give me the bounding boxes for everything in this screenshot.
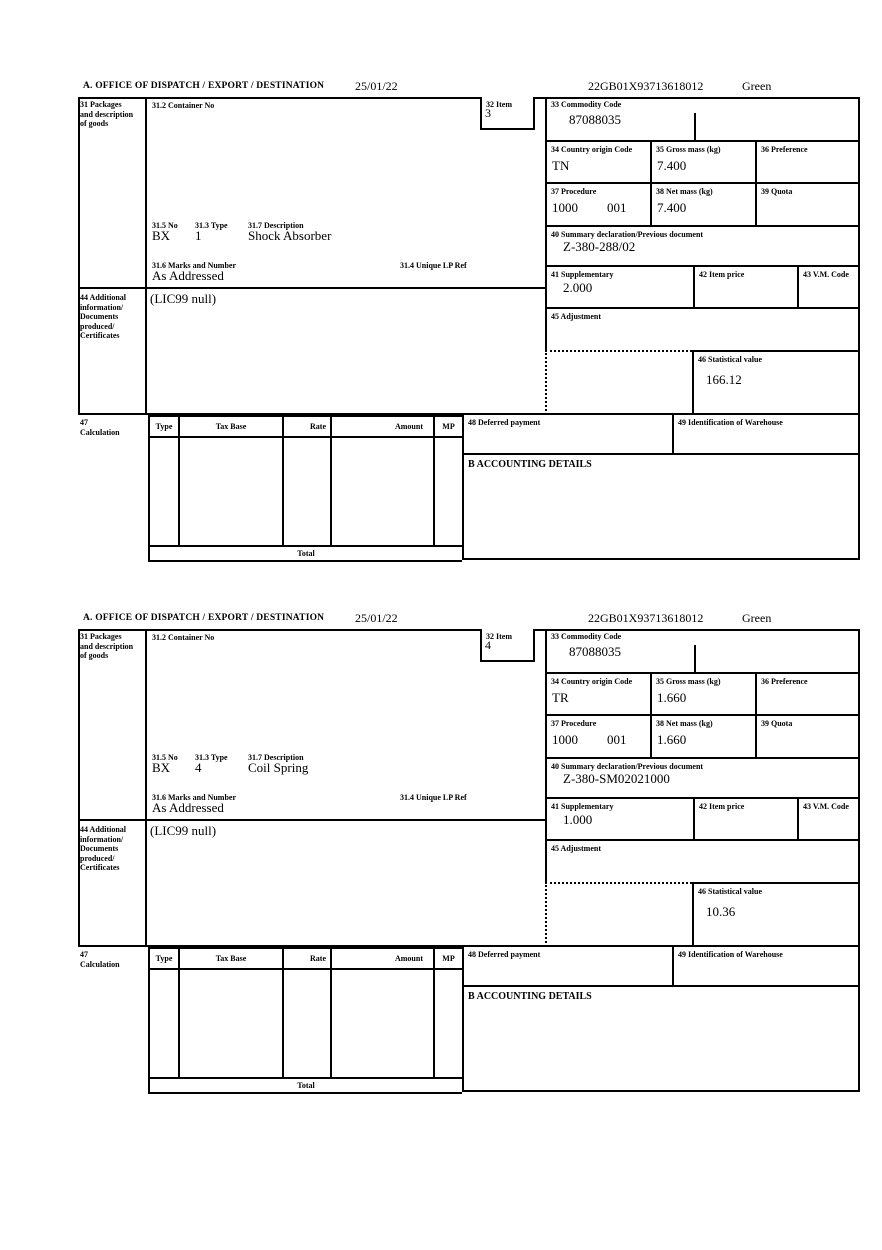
box32-item <box>480 629 535 662</box>
calc-header-amount: Amount <box>330 947 433 970</box>
net-mass-value: 7.400 <box>657 200 687 215</box>
office-of-dispatch-label: A. OFFICE OF DISPATCH / EXPORT / DESTINATION <box>83 81 325 91</box>
statistical-dotted-area <box>545 882 692 947</box>
box33-label: 33 Commodity Code <box>551 100 622 109</box>
box40-label: 40 Summary declaration/Previous document <box>551 230 704 239</box>
supplementary-units-value: 2.000 <box>563 280 593 295</box>
box39-label: 39 Quota <box>761 719 793 728</box>
box38-label: 38 Net mass (kg) <box>656 719 713 728</box>
commodity-code-value: 87088035 <box>569 112 621 127</box>
calc-header-mp: MP <box>433 415 462 438</box>
box31-5-no-label: 31.5 No <box>152 221 178 230</box>
calc-header-tax-base: Tax Base <box>178 415 282 438</box>
package-code-value: BX <box>152 760 171 775</box>
box48-deferred-payment <box>462 415 672 455</box>
declaration-item-section-2 <box>0 607 882 1107</box>
box46-label: 46 Statistical value <box>698 355 762 364</box>
commodity-code-value: 87088035 <box>569 644 621 659</box>
box40-summary-declaration <box>545 757 860 797</box>
statistical-value: 10.36 <box>706 904 736 919</box>
accounting-details-label: B ACCOUNTING DETAILS <box>468 991 592 1002</box>
calc-cell-mp <box>433 438 462 545</box>
accounting-details-label: B ACCOUNTING DETAILS <box>468 459 592 470</box>
box48-label: 48 Deferred payment <box>468 418 541 427</box>
box45-adjustment <box>545 839 860 882</box>
box40-label: 40 Summary declaration/Previous document <box>551 762 704 771</box>
box41-label: 41 Supplementary <box>551 270 614 279</box>
box31-packages-label: 31 Packages and description of goods <box>80 632 134 660</box>
package-count-value: 4 <box>195 760 202 775</box>
box32-item-label: 32 Item <box>486 100 512 109</box>
box44-additional-info-area <box>145 819 545 947</box>
box40-summary-declaration <box>545 225 860 265</box>
statistical-value: 166.12 <box>706 372 742 387</box>
additional-information-value: (LIC99 null) <box>150 291 217 306</box>
calc-cell-tax-base <box>178 970 282 1077</box>
box46-statistical-value <box>692 350 860 415</box>
box31-2-container-no-label: 31.2 Container No <box>152 101 215 110</box>
box42-item-price <box>693 265 797 307</box>
calc-cell-rate <box>282 438 330 545</box>
calc-cell-amount <box>330 438 433 545</box>
calc-total-row: Total <box>148 545 462 562</box>
box34-country-origin <box>545 140 650 182</box>
box37-label: 37 Procedure <box>551 187 597 196</box>
supplementary-units-value: 1.000 <box>563 812 593 827</box>
box43-label: 43 V.M. Code <box>803 270 849 279</box>
item-number-value: 3 <box>485 106 491 120</box>
box46-statistical-value <box>692 882 860 947</box>
declaration-reference: 22GB01X93713618012 <box>588 611 704 625</box>
box35-gross-mass <box>650 672 755 714</box>
declaration-date: 25/01/22 <box>355 611 398 625</box>
box41-label: 41 Supplementary <box>551 802 614 811</box>
box45-adjustment <box>545 307 860 350</box>
box31-5-no-label: 31.5 No <box>152 753 178 762</box>
statistical-dotted-area <box>545 350 692 415</box>
box46-label: 46 Statistical value <box>698 887 762 896</box>
box43-label: 43 V.M. Code <box>803 802 849 811</box>
box44-additional-info-label: 44 Additional information/ Documents produced/ Certificates <box>78 287 145 415</box>
procedure-value: 1000 <box>552 200 578 215</box>
box31-3-type-label: 31.3 Type <box>195 753 228 762</box>
box39-quota <box>755 182 860 225</box>
box39-quota <box>755 714 860 757</box>
box37-label: 37 Procedure <box>551 719 597 728</box>
box41-supplementary <box>545 265 693 307</box>
net-mass-value: 1.660 <box>657 732 687 747</box>
box31-3-type-label: 31.3 Type <box>195 221 228 230</box>
box33-label: 33 Commodity Code <box>551 632 622 641</box>
box35-gross-mass <box>650 140 755 182</box>
calc-header-amount: Amount <box>330 415 433 438</box>
declaration-item-section-1 <box>0 75 882 575</box>
box43-vm-code <box>797 265 860 307</box>
previous-document-value: Z-380-288/02 <box>563 239 636 254</box>
declaration-reference: 22GB01X93713618012 <box>588 79 704 93</box>
box44-additional-info-label: 44 Additional information/ Documents produced/ Certificates <box>78 819 145 947</box>
procedure-qualifier-value: 001 <box>607 732 627 747</box>
box31-packages-label: 31 Packages and description of goods <box>80 100 134 128</box>
procedure-value: 1000 <box>552 732 578 747</box>
box34-country-origin <box>545 672 650 714</box>
declaration-date: 25/01/22 <box>355 79 398 93</box>
box31-7-description-label: 31.7 Description <box>248 221 304 230</box>
country-origin-value: TN <box>552 158 570 173</box>
calc-cell-type <box>148 970 178 1077</box>
box31-6-marks-label: 31.6 Marks and Number <box>152 261 237 270</box>
box33-commodity-code <box>545 97 860 140</box>
box38-net-mass <box>650 182 755 225</box>
calc-cell-mp <box>433 970 462 1077</box>
box49-label: 49 Identification of Warehouse <box>678 418 783 427</box>
routing-channel: Green <box>742 79 772 93</box>
box31-7-description-label: 31.7 Description <box>248 753 304 762</box>
box31-4-unique-lp-ref-label: 31.4 Unique LP Ref <box>400 793 467 802</box>
box36-label: 36 Preference <box>761 145 808 154</box>
box48-deferred-payment <box>462 947 672 987</box>
calc-cell-type <box>148 438 178 545</box>
calc-cell-amount <box>330 970 433 1077</box>
box44-additional-info-area <box>145 287 545 415</box>
box47-calculation-label: 47 Calculation <box>80 950 120 969</box>
box49-warehouse-id <box>672 947 860 987</box>
box42-label: 42 Item price <box>699 802 745 811</box>
calc-header-rate: Rate <box>282 415 330 438</box>
calc-header-type: Type <box>148 947 178 970</box>
commodity-code-divider <box>694 645 696 672</box>
box31-4-unique-lp-ref-label: 31.4 Unique LP Ref <box>400 261 467 270</box>
box39-label: 39 Quota <box>761 187 793 196</box>
routing-channel: Green <box>742 611 772 625</box>
box42-item-price <box>693 797 797 839</box>
calc-header-tax-base: Tax Base <box>178 947 282 970</box>
box31-6-marks-label: 31.6 Marks and Number <box>152 793 237 802</box>
box31-2-container-no-label: 31.2 Container No <box>152 633 215 642</box>
office-of-dispatch-label: A. OFFICE OF DISPATCH / EXPORT / DESTINATION <box>83 613 325 623</box>
marks-and-number-value: As Addressed <box>152 268 224 283</box>
box49-warehouse-id <box>672 415 860 455</box>
item-number-value: 4 <box>485 638 491 652</box>
goods-description-value: Coil Spring <box>248 760 309 775</box>
calc-header-mp: MP <box>433 947 462 970</box>
accounting-details-box <box>462 987 860 1092</box>
box38-label: 38 Net mass (kg) <box>656 187 713 196</box>
calc-header-rate: Rate <box>282 947 330 970</box>
previous-document-value: Z-380-SM02021000 <box>563 771 670 786</box>
box37-procedure <box>545 714 650 757</box>
box45-label: 45 Adjustment <box>551 312 602 321</box>
marks-and-number-value: As Addressed <box>152 800 224 815</box>
box35-label: 35 Gross mass (kg) <box>656 677 721 686</box>
box34-label: 34 Country origin Code <box>551 677 633 686</box>
box35-label: 35 Gross mass (kg) <box>656 145 721 154</box>
box49-label: 49 Identification of Warehouse <box>678 950 783 959</box>
calc-header-type: Type <box>148 415 178 438</box>
box48-label: 48 Deferred payment <box>468 950 541 959</box>
calc-total-row: Total <box>148 1077 462 1094</box>
box36-preference <box>755 672 860 714</box>
box47-calculation-label: 47 Calculation <box>80 418 120 437</box>
box32-item-label: 32 Item <box>486 632 512 641</box>
commodity-code-divider <box>694 113 696 140</box>
package-count-value: 1 <box>195 228 202 243</box>
calc-cell-tax-base <box>178 438 282 545</box>
box36-preference <box>755 140 860 182</box>
box36-label: 36 Preference <box>761 677 808 686</box>
calc-cell-rate <box>282 970 330 1077</box>
package-code-value: BX <box>152 228 171 243</box>
box42-label: 42 Item price <box>699 270 745 279</box>
box38-net-mass <box>650 714 755 757</box>
box37-procedure <box>545 182 650 225</box>
box45-label: 45 Adjustment <box>551 844 602 853</box>
box32-item <box>480 97 535 130</box>
box43-vm-code <box>797 797 860 839</box>
additional-information-value: (LIC99 null) <box>150 823 217 838</box>
accounting-details-box <box>462 455 860 560</box>
box41-supplementary <box>545 797 693 839</box>
goods-description-value: Shock Absorber <box>248 228 332 243</box>
box33-commodity-code <box>545 629 860 672</box>
box34-label: 34 Country origin Code <box>551 145 633 154</box>
procedure-qualifier-value: 001 <box>607 200 627 215</box>
gross-mass-value: 1.660 <box>657 690 687 705</box>
gross-mass-value: 7.400 <box>657 158 687 173</box>
country-origin-value: TR <box>552 690 569 705</box>
